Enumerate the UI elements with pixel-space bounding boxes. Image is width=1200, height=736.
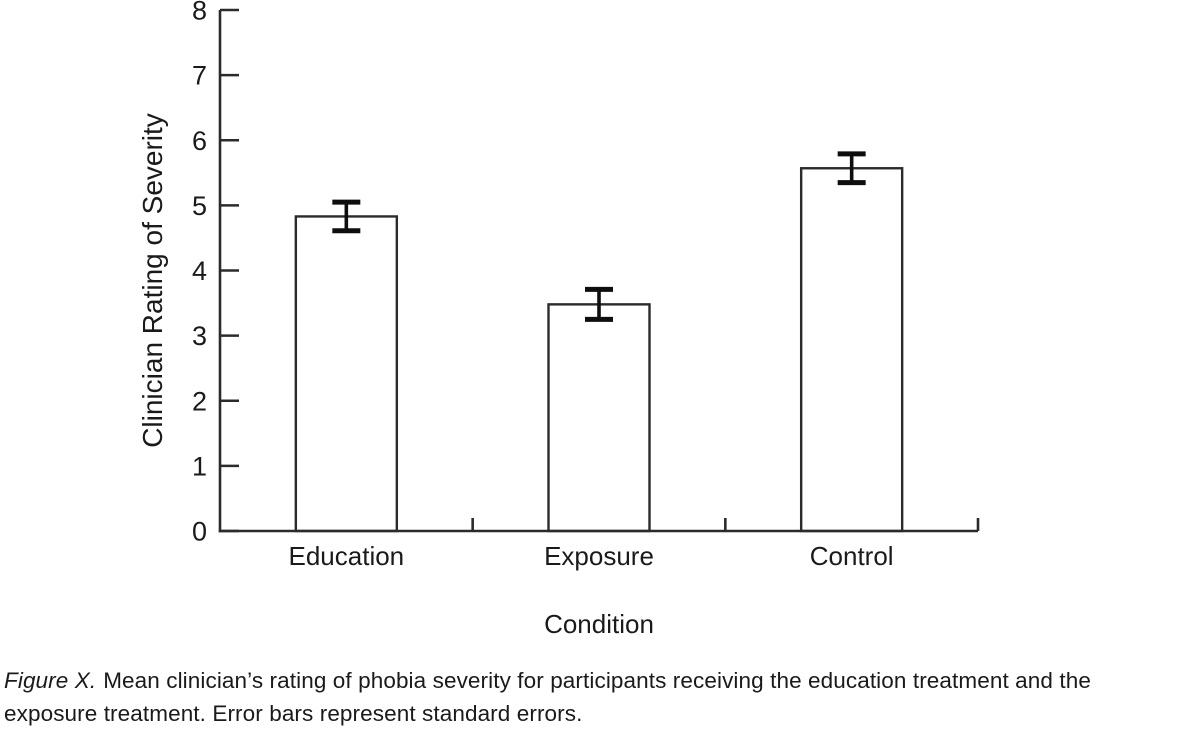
bar-education: [296, 216, 397, 531]
y-tick-label-7: 7: [191, 60, 207, 91]
y-axis-title: Clinician Rating of Severity: [137, 113, 168, 448]
y-tick-label-5: 5: [191, 190, 207, 221]
y-tick-label-0: 0: [191, 516, 207, 547]
figure-caption-text: Mean clinician’s rating of phobia severity for participants receiving the education treatment and the exposure treatment. Error bars represent standard errors.: [4, 668, 1091, 726]
y-tick-label-3: 3: [191, 321, 207, 352]
figure-caption-label: Figure X.: [4, 668, 97, 693]
x-tick-label-exposure: Exposure: [544, 541, 654, 571]
y-tick-label-6: 6: [191, 125, 207, 156]
bar-control: [801, 168, 902, 531]
x-axis-title: Condition: [544, 609, 654, 639]
y-tick-label-2: 2: [191, 386, 207, 417]
figure-caption: [4, 664, 1190, 730]
x-tick-label-control: Control: [809, 541, 894, 571]
y-tick-label-1: 1: [191, 451, 207, 482]
y-tick-label-4: 4: [191, 256, 207, 286]
y-tick-label-8: 8: [191, 0, 207, 26]
bar-exposure: [549, 304, 650, 531]
x-tick-label-education: Education: [288, 541, 405, 571]
